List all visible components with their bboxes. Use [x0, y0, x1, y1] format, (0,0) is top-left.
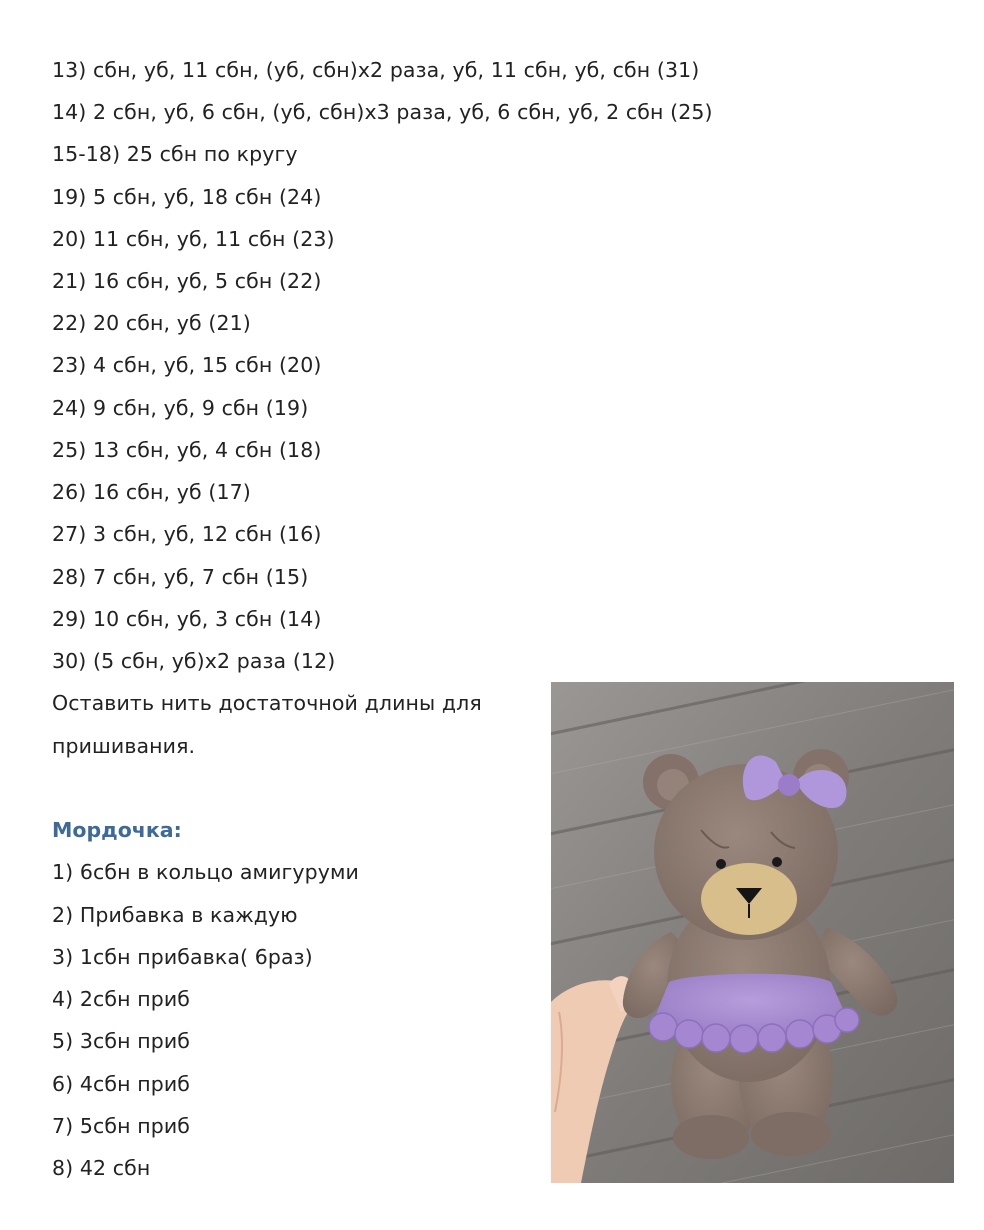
pattern-row-24: 24) 9 сбн, уб, 9 сбн (19) [52, 396, 309, 420]
pattern-row-27: 27) 3 сбн, уб, 12 сбн (16) [52, 522, 322, 546]
muzzle-row-4: 4) 2сбн приб [52, 987, 191, 1011]
pattern-row-26: 26) 16 сбн, уб (17) [52, 480, 251, 504]
muzzle-row-7: 7) 5сбн приб [52, 1114, 191, 1138]
muzzle-row-1: 1) 6сбн в кольцо амигуруми [52, 860, 359, 884]
pattern-row-23: 23) 4 сбн, уб, 15 сбн (20) [52, 353, 322, 377]
note-line-2: пришивания. [52, 734, 196, 758]
muzzle-row-8: 8) 42 сбн [52, 1156, 151, 1180]
muzzle-heading: Мордочка: [52, 818, 182, 842]
pattern-row-20: 20) 11 сбн, уб, 11 сбн (23) [52, 227, 335, 251]
pattern-row-29: 29) 10 сбн, уб, 3 сбн (14) [52, 607, 322, 631]
bear-photo [551, 682, 954, 1183]
pattern-row-14: 14) 2 сбн, уб, 6 сбн, (уб, сбн)х3 раза, уб, 6 сбн, уб, 2 сбн (25) [52, 100, 713, 124]
pattern-row-25: 25) 13 сбн, уб, 4 сбн (18) [52, 438, 322, 462]
pattern-row-28: 28) 7 сбн, уб, 7 сбн (15) [52, 565, 309, 589]
pattern-row-22: 22) 20 сбн, уб (21) [52, 311, 251, 335]
pattern-row-13: 13) сбн, уб, 11 сбн, (уб, сбн)х2 раза, уб, 11 сбн, уб, сбн (31) [52, 58, 700, 82]
pattern-row-19: 19) 5 сбн, уб, 18 сбн (24) [52, 185, 322, 209]
pattern-row-30: 30) (5 сбн, уб)х2 раза (12) [52, 649, 336, 673]
pattern-row-15-18: 15-18) 25 сбн по кругу [52, 142, 298, 166]
muzzle-row-3: 3) 1сбн прибавка( 6раз) [52, 945, 313, 969]
pattern-row-21: 21) 16 сбн, уб, 5 сбн (22) [52, 269, 322, 293]
muzzle-row-6: 6) 4сбн приб [52, 1072, 191, 1096]
muzzle-row-2: 2) Прибавка в каждую [52, 903, 298, 927]
muzzle-row-5: 5) 3сбн приб [52, 1029, 191, 1053]
note-line-1: Оставить нить достаточной длины для [52, 691, 482, 715]
